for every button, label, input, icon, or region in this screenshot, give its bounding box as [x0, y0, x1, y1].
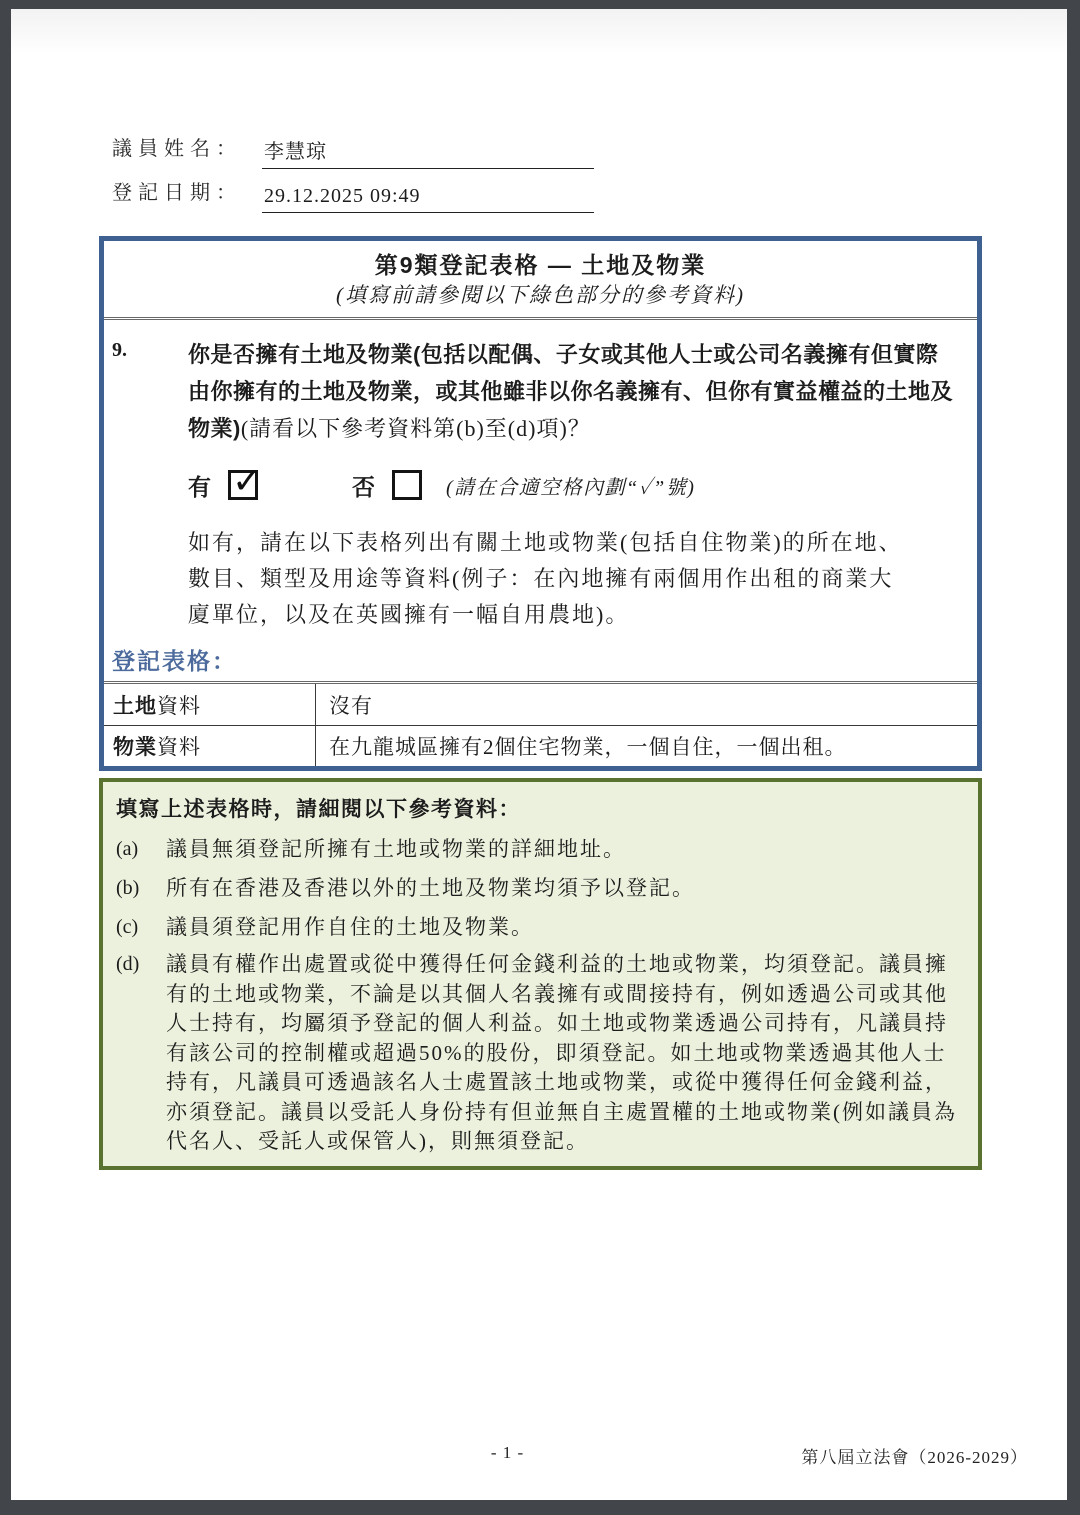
answer-checkbox-row [188, 461, 977, 503]
yes-label: 有 [188, 473, 211, 500]
form-title: 第9類登記表格 — 土地及物業 [374, 252, 707, 278]
header-fields [112, 125, 1067, 213]
property-row-value[interactable]: 在九龍城區擁有2個住宅物業，一個自住，一個出租。 [329, 735, 847, 759]
document-page [11, 9, 1067, 1500]
reference-item-b-label: (b) [116, 877, 140, 899]
reference-item-c-text: 議員須登記用作自住的土地及物業。 [166, 915, 534, 939]
member-name-label: 議員姓名： [112, 138, 242, 160]
question-number: 9. [112, 339, 127, 361]
register-table-heading: 登記表格： [104, 641, 977, 684]
registration-date-row [112, 169, 1067, 213]
no-checkbox[interactable] [392, 470, 422, 500]
reference-item-c [116, 911, 964, 943]
reference-item-a-label: (a) [116, 838, 139, 860]
land-row-label-bold: 土地 [113, 694, 157, 718]
register-table [104, 684, 977, 766]
reference-item-d-text: 議員有權作出處置或從中獲得任何金錢利益的土地或物業，均須登記。議員擁有的土地或物業，不論是以其個人名義擁有或間接持有，例如透過公司或其他人士持有，均屬須予登記的個人利益。如土地或物業透過公司持有，凡議員持有該公司的控制權或超過50%的股份，即須登記。如土地或物業透過其他人士持有，凡議員可透過該名人士處置該土地或物業，或從中獲得任何金錢利益，亦須登記。議員以受託人身份持有但並無自主處置權的土地或物業(例如議員為代名人、受託人或保管人)，則無須登記。 [166, 952, 957, 1153]
member-name-row [112, 125, 1067, 169]
reference-heading: 填寫上述表格時，請細閱以下參考資料： [116, 798, 521, 821]
check-mark-icon: ✓ [232, 461, 263, 502]
reference-item-b [116, 872, 964, 904]
registration-date-label: 登記日期： [112, 182, 242, 204]
reference-item-c-label: (c) [116, 916, 139, 938]
no-label: 否 [352, 473, 375, 500]
question-9 [104, 320, 977, 447]
member-name-field[interactable]: 李慧琼 [262, 135, 594, 169]
property-row-label-bold: 物業 [113, 736, 157, 759]
land-row-value[interactable]: 沒有 [329, 693, 373, 718]
form-header [104, 241, 977, 320]
footer-inner [99, 1443, 1028, 1465]
table-row-land [104, 684, 977, 725]
checkbox-instruction-note: (請在合適空格內劃“✓”號) [446, 476, 696, 499]
property-row-label-regular: 資料 [157, 735, 201, 759]
category-9-form-box [99, 236, 982, 771]
reference-item-a [116, 833, 964, 865]
form-subtitle: (填寫前請參閱以下綠色部分的參考資料) [336, 283, 745, 307]
page-number: - 1 - [490, 1443, 525, 1462]
land-row-label [104, 684, 316, 725]
legco-term-label: 第八屆立法會（2026-2029） [801, 1448, 1028, 1467]
reference-item-b-text: 所有在香港及香港以外的土地及物業均須予以登記。 [166, 876, 695, 900]
question-text-regular: (請看以下參考資料第(b)至(d)項)？ [240, 416, 591, 441]
reference-item-d [116, 950, 964, 1157]
table-row-property [104, 725, 977, 766]
reference-notes-box [99, 778, 982, 1170]
question-text-bold: 你是否擁有土地及物業(包括以配偶、子女或其他人士或公司名義擁有但實際由你擁有的土地及物業，或其他雖非以你名義擁有、但你有實益權益的土地及物業) [188, 342, 954, 441]
yes-checkbox[interactable] [228, 461, 263, 502]
reference-item-a-text: 議員無須登記所擁有土地或物業的詳細地址。 [166, 837, 626, 861]
property-row-label [104, 726, 316, 766]
question-text [188, 336, 957, 447]
reference-item-d-label: (d) [116, 953, 140, 975]
page-footer [11, 1443, 1067, 1465]
registration-date-field[interactable]: 29.12.2025 09:49 [262, 185, 594, 213]
fill-instruction-paragraph: 如有，請在以下表格列出有關土地或物業(包括自住物業)的所在地、數目、類型及用途等資料(例子：在內地擁有兩個用作出租的商業大廈單位，以及在英國擁有一幅自用農地)。 [188, 530, 903, 627]
land-row-label-regular: 資料 [157, 693, 201, 718]
